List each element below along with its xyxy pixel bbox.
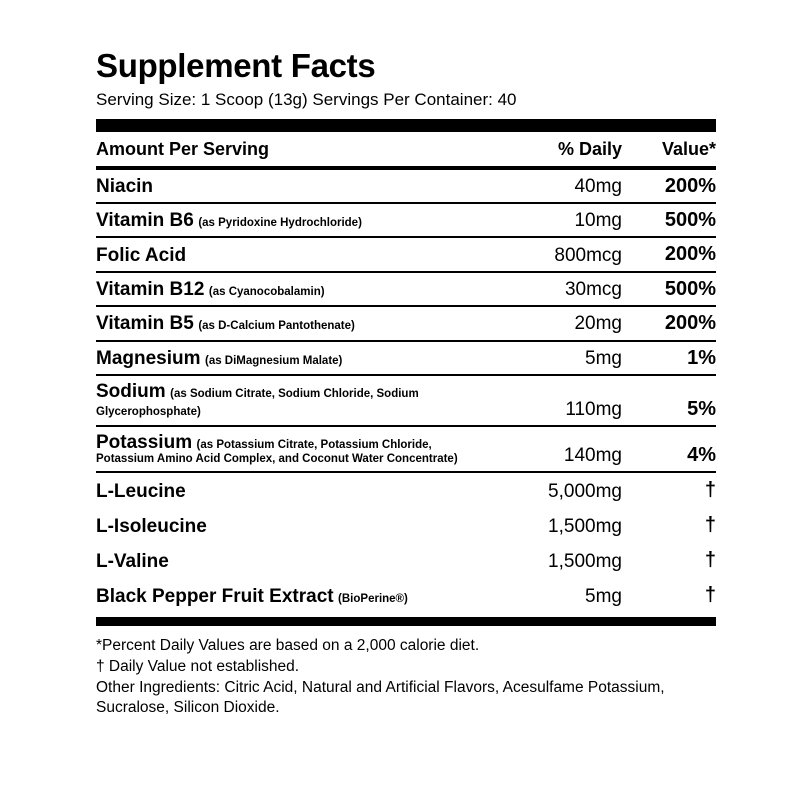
nutrient-source: (as Sodium Citrate, Sodium Chloride, Sodium Glycerophosphate) <box>96 388 419 419</box>
nutrient-daily-value: 200% <box>622 237 716 271</box>
nutrient-source: (as D-Calcium Pantothenate) <box>198 320 355 333</box>
nutrient-daily-value: 1% <box>622 341 716 375</box>
nutrient-daily-value: 4% <box>622 426 716 472</box>
table-row <box>96 237 716 271</box>
divider-thick-top <box>96 119 716 132</box>
nutrient-name: Sodium <box>96 381 166 403</box>
header-percent-daily: % Daily <box>557 138 622 159</box>
table-row <box>96 341 716 375</box>
table-row <box>96 543 716 578</box>
nutrient-daily-value: † <box>704 584 716 607</box>
nutrient-daily-value: 200% <box>622 170 716 203</box>
nutrient-amount: 1,500mg <box>548 516 622 538</box>
nutrient-name: Black Pepper Fruit Extract <box>96 586 334 608</box>
nutrient-source: (as Potassium Citrate, Potassium Chloride, <box>196 439 432 452</box>
nutrient-source: (BioPerine®) <box>338 593 408 606</box>
nutrition-table <box>96 132 716 166</box>
amino-table <box>96 473 716 613</box>
table-row <box>96 426 716 472</box>
nutrient-name: Potassium <box>96 432 193 454</box>
nutrient-name: Vitamin B5 <box>96 313 194 335</box>
nutrient-amount: 5mg <box>585 586 622 608</box>
table-header-row <box>96 132 716 166</box>
nutrient-daily-value: 500% <box>622 272 716 306</box>
nutrient-name: Magnesium <box>96 347 201 369</box>
other-ingredients-line2: Sucralose, Silicon Dioxide. <box>96 699 280 717</box>
footnotes <box>96 636 716 718</box>
nutrient-amount: 1,500mg <box>548 551 622 573</box>
footnote-dagger: † Daily Value not established. <box>96 657 300 675</box>
table-row <box>96 578 716 613</box>
header-value: Value* <box>661 138 716 159</box>
nutrient-name: L-Isoleucine <box>96 516 207 538</box>
table-row <box>96 375 716 426</box>
nutrient-daily-value: 5% <box>622 375 716 426</box>
divider-thick-bottom <box>96 617 716 626</box>
page-title: Supplement Facts <box>96 47 376 84</box>
nutrient-source: (as Pyridoxine Hydrochloride) <box>198 217 362 230</box>
table-row <box>96 306 716 340</box>
nutrient-amount: 5mg <box>494 341 622 375</box>
table-row <box>96 272 716 306</box>
nutrient-amount: 40mg <box>494 170 622 203</box>
nutrient-amount: 800mcg <box>494 237 622 271</box>
nutrient-amount: 110mg <box>494 375 622 426</box>
table-row <box>96 203 716 237</box>
nutrient-daily-value: † <box>704 514 716 537</box>
table-row <box>96 473 716 508</box>
nutrient-name: Niacin <box>96 175 154 197</box>
nutrient-name: L-Valine <box>96 551 169 573</box>
table-row <box>96 508 716 543</box>
nutrient-daily-value: † <box>704 479 716 502</box>
serving-size-line: Serving Size: 1 Scoop (13g) Servings Per Container: 40 <box>96 90 517 110</box>
nutrient-source: (as DiMagnesium Malate) <box>204 354 343 367</box>
vitamins-table <box>96 170 716 474</box>
nutrient-name: Vitamin B12 <box>96 278 205 300</box>
nutrient-amount: 30mcg <box>494 272 622 306</box>
table-row <box>96 170 716 203</box>
nutrient-daily-value: † <box>704 549 716 572</box>
nutrient-name: Folic Acid <box>96 244 187 266</box>
nutrient-name: L-Leucine <box>96 481 186 503</box>
nutrient-amount: 10mg <box>494 203 622 237</box>
nutrient-name: Vitamin B6 <box>96 210 194 232</box>
supplement-facts-panel <box>96 48 716 719</box>
nutrient-amount: 5,000mg <box>548 481 622 503</box>
nutrient-source-cont: Potassium Amino Acid Complex, and Coconut Water Concentrate) <box>96 452 458 465</box>
header-amount-per-serving: Amount Per Serving <box>96 138 270 159</box>
nutrient-daily-value: 200% <box>622 306 716 340</box>
nutrient-source: (as Cyanocobalamin) <box>208 285 325 298</box>
nutrient-daily-value: 500% <box>622 203 716 237</box>
nutrient-amount: 20mg <box>494 306 622 340</box>
nutrient-amount: 140mg <box>494 426 622 472</box>
footnote-percent-daily-value: *Percent Daily Values are based on a 2,000 calorie diet. <box>96 637 480 655</box>
other-ingredients-line1: Other Ingredients: Citric Acid, Natural and Artificial Flavors, Acesulfame Potassium, <box>96 678 665 696</box>
